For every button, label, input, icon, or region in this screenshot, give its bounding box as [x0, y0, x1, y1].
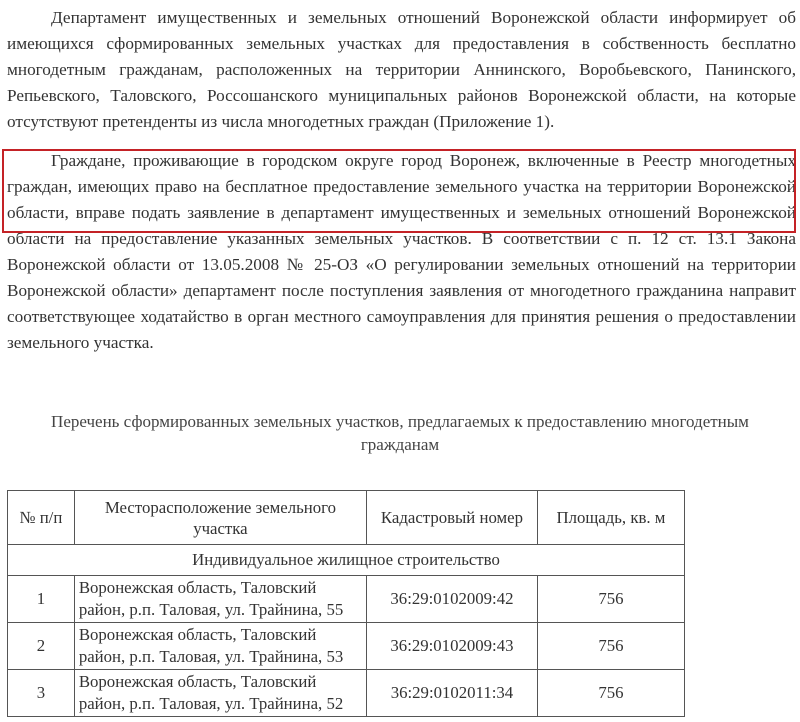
table-header-row [8, 491, 685, 545]
row-location: Воронежская область, Таловский район, р.п. Таловая, ул. Трайнина, 52 [74, 670, 366, 717]
row-cadastral: 36:29:0102009:42 [367, 576, 538, 623]
parcels-table [7, 490, 685, 717]
row-area: 756 [537, 576, 684, 623]
section-title: Индивидуальное жилищное строительство [8, 545, 685, 576]
table-row [8, 576, 685, 623]
header-number: № п/п [8, 491, 75, 545]
citizens-paragraph-text: Граждане, проживающие в городском округе город Воронеж, включенные в Реестр многодетных граждан, имеющих право на бесплатное предоставление земельного участка на территории Воронежской области, вправе подать заявление в департамент имущественных и земельных отношений Воронежской области на предоставление указанных земельных участков. В соответствии с п. 12 ст. 13.1 Закона Воронежской области от 13.05.2008 № 25-ОЗ «О регулировании земельных отношений на территории Воронежской области» департамент после поступления заявления от многодетного гражданина направит соответствующее ходатайство в орган местного самоуправления для принятия решения о предоставлении земельного участка. [7, 151, 796, 352]
intro-paragraph [7, 5, 796, 135]
header-area: Площадь, кв. м [537, 491, 684, 545]
row-cadastral: 36:29:0102009:43 [367, 623, 538, 670]
row-area: 756 [537, 670, 684, 717]
row-number: 3 [8, 670, 75, 717]
row-area: 756 [537, 623, 684, 670]
table-row [8, 623, 685, 670]
row-location: Воронежская область, Таловский район, р.п. Таловая, ул. Трайнина, 53 [74, 623, 366, 670]
citizens-paragraph [7, 148, 796, 356]
table-caption: Перечень сформированных земельных участков, предлагаемых к предоставлению многодетным гражданам [51, 412, 749, 454]
table-row [8, 670, 685, 717]
header-location: Месторасположение земельного участка [74, 491, 366, 545]
header-cadastral: Кадастровый номер [367, 491, 538, 545]
row-number: 1 [8, 576, 75, 623]
intro-paragraph-text: Департамент имущественных и земельных отношений Воронежской области информирует об имеющихся сформированных земельных участках для предоставления в собственность бесплатно многодетным гражданам, расположенных на территории Аннинского, Воробьевского, Панинского, Репьевского, Таловского, Россошанского муниципальных районов Воронежской области, на которые отсутствуют претенденты из числа многодетных граждан (Приложение 1). [7, 8, 796, 131]
row-number: 2 [8, 623, 75, 670]
section-row [8, 545, 685, 576]
row-location: Воронежская область, Таловский район, р.п. Таловая, ул. Трайнина, 55 [74, 576, 366, 623]
row-cadastral: 36:29:0102011:34 [367, 670, 538, 717]
